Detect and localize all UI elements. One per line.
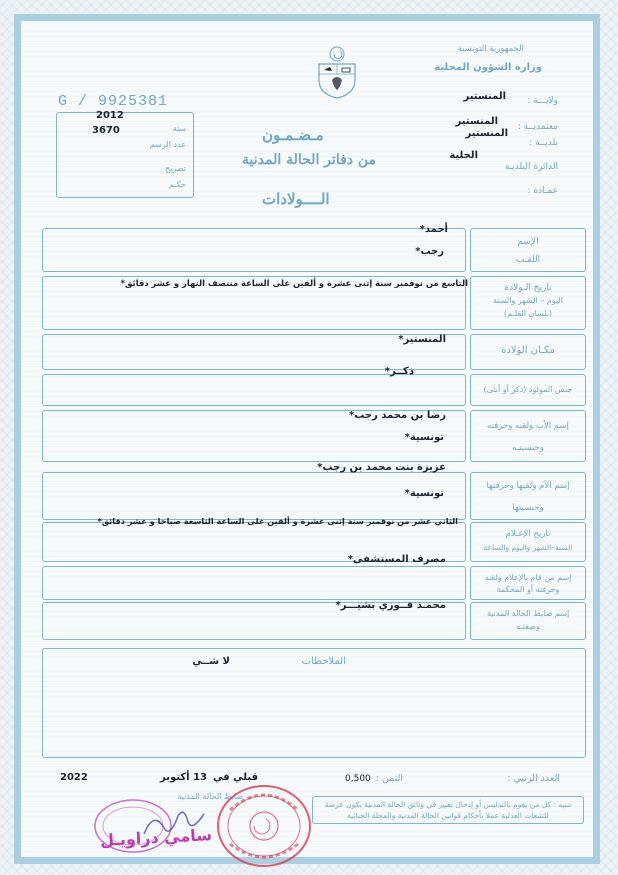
father-label: إسم الأب ولقبه وحرفته bbox=[487, 421, 569, 431]
ministry-name: وزارة الشؤون المحلية bbox=[434, 62, 542, 73]
row-mother-value-box bbox=[42, 472, 466, 520]
birthdate-words-label: (بلسان القلـم) bbox=[503, 309, 553, 318]
mother-value: عزيزة بنت محمد بن رجب* bbox=[317, 462, 446, 473]
row-father-label-box bbox=[470, 410, 586, 462]
official-stamp-icon bbox=[214, 780, 314, 870]
footer-serial-label: العدد الرتبي : bbox=[507, 773, 560, 784]
gender-value: ذكــر* bbox=[384, 366, 414, 377]
year-value: 2012 bbox=[96, 110, 124, 121]
mother-nationality-value: تونسية* bbox=[404, 488, 444, 499]
title-main: مـضـمـون bbox=[262, 126, 324, 144]
date-prefix: قبلي في bbox=[213, 772, 258, 783]
issue-date: 13 أكتوبر bbox=[160, 772, 207, 783]
coat-of-arms-icon bbox=[314, 44, 360, 100]
declarant-label: إسم من قام بالإعلام ولقبه bbox=[484, 573, 572, 582]
issue-year: 2022 bbox=[60, 772, 88, 783]
section-title: الــــولادات bbox=[262, 190, 330, 208]
title-sub: من دفاتر الحالة المدنية bbox=[242, 152, 377, 168]
record-value: 3670 bbox=[92, 125, 120, 136]
birthdate-label: تاريخ الـولادة bbox=[504, 283, 552, 293]
officer-role-label: وصفتـه bbox=[516, 622, 540, 631]
delegation-value: المنستير bbox=[455, 116, 498, 127]
surname-value: رجب* bbox=[415, 246, 444, 257]
father-value: رضا بن محمد رجب* bbox=[348, 410, 446, 421]
row-declarant-value-box bbox=[42, 566, 466, 600]
remarks-value: لا شــي bbox=[192, 656, 230, 667]
declaration-label: تصريح bbox=[165, 164, 186, 173]
mother-nationality-label: وجنسيتها bbox=[512, 503, 544, 513]
state-value: المنستير bbox=[463, 91, 506, 102]
document-serial: G / 9925381 bbox=[58, 93, 169, 110]
declarant-value: مصرف المستشفى* bbox=[347, 554, 446, 565]
declarant-sub-label: وحرفته أو المحكمة bbox=[496, 585, 560, 594]
district-value: الحلية bbox=[449, 150, 478, 161]
officer-signature-stamp: سامي دراويـل bbox=[99, 825, 213, 850]
judgment-label: حكـم bbox=[168, 180, 186, 189]
legal-notice: تنبيه : كل من يقوم بالتدليس أو إدخال تغيير في وثائق الحالة المدنية يكون عرضة للتتبعات العدلية عملا بأحكام قوانين الحالة المدنية والمجلة الجنائية bbox=[324, 800, 572, 820]
father-nationality-value: تونسية* bbox=[404, 432, 444, 443]
remarks-label: الملاحظات bbox=[301, 656, 346, 667]
municipality-label: بلديــة : bbox=[529, 138, 558, 148]
state-label: ولايـــة : bbox=[527, 96, 558, 106]
officer-value: محمـد فــوزي بشيـــر* bbox=[335, 600, 446, 611]
mother-label: إسم الأم ولقبها وحرفتها bbox=[486, 481, 570, 491]
name-label: الإسم bbox=[517, 237, 539, 247]
year-label: سنة bbox=[172, 124, 186, 133]
row-name-value-box bbox=[42, 228, 466, 272]
republic-name: الجمهورية التونسية bbox=[457, 44, 524, 54]
surname-label: اللقـب bbox=[515, 255, 541, 265]
birthdate-sub-label: اليوم – الشهر والسنة bbox=[492, 296, 564, 305]
officer-signature-label: ضابط الحالة المدنية bbox=[177, 792, 243, 801]
row-gender-value-box bbox=[42, 374, 466, 406]
officer-label: إسم ضابط الحالة المدنية bbox=[486, 609, 570, 618]
gender-label: جنس المولود (ذكر أو أنثى) bbox=[483, 385, 573, 394]
price-value: 0,500 bbox=[345, 774, 371, 784]
birthplace-value: المنستير* bbox=[398, 334, 446, 345]
father-nationality-label: وجنسيتـه bbox=[512, 443, 544, 453]
municipality-value: المنستير bbox=[465, 128, 508, 139]
birthplace-label: مكـان الولادة bbox=[501, 345, 555, 356]
price-label: الثمن : bbox=[375, 773, 403, 784]
district-label: الدائرة البلديـة bbox=[504, 162, 558, 172]
first-name-value: أحمد* bbox=[419, 224, 448, 235]
record-label: عدد الرسم bbox=[149, 140, 186, 149]
handwritten-signature-icon bbox=[140, 806, 210, 842]
birthdate-value: التاسع من نوفمبر سنة إثنى عشرة و ألفين على الساعة منتصف النهار و عشر دقائق* bbox=[120, 278, 468, 288]
declaration-date-value: الثاني عشر من نوفمبر سنة إثنى عشرة و ألفين على الساعة التاسعة صباحا و عشر دقائق* bbox=[97, 516, 458, 526]
declaration-date-sub-label: السنة–الشهر واليوم والساعة bbox=[483, 543, 573, 552]
sector-label: عمـادة : bbox=[527, 186, 558, 196]
delegation-label: معتمديــة : bbox=[517, 122, 558, 132]
declaration-date-label: تاريخ الإعـلام bbox=[505, 529, 551, 539]
